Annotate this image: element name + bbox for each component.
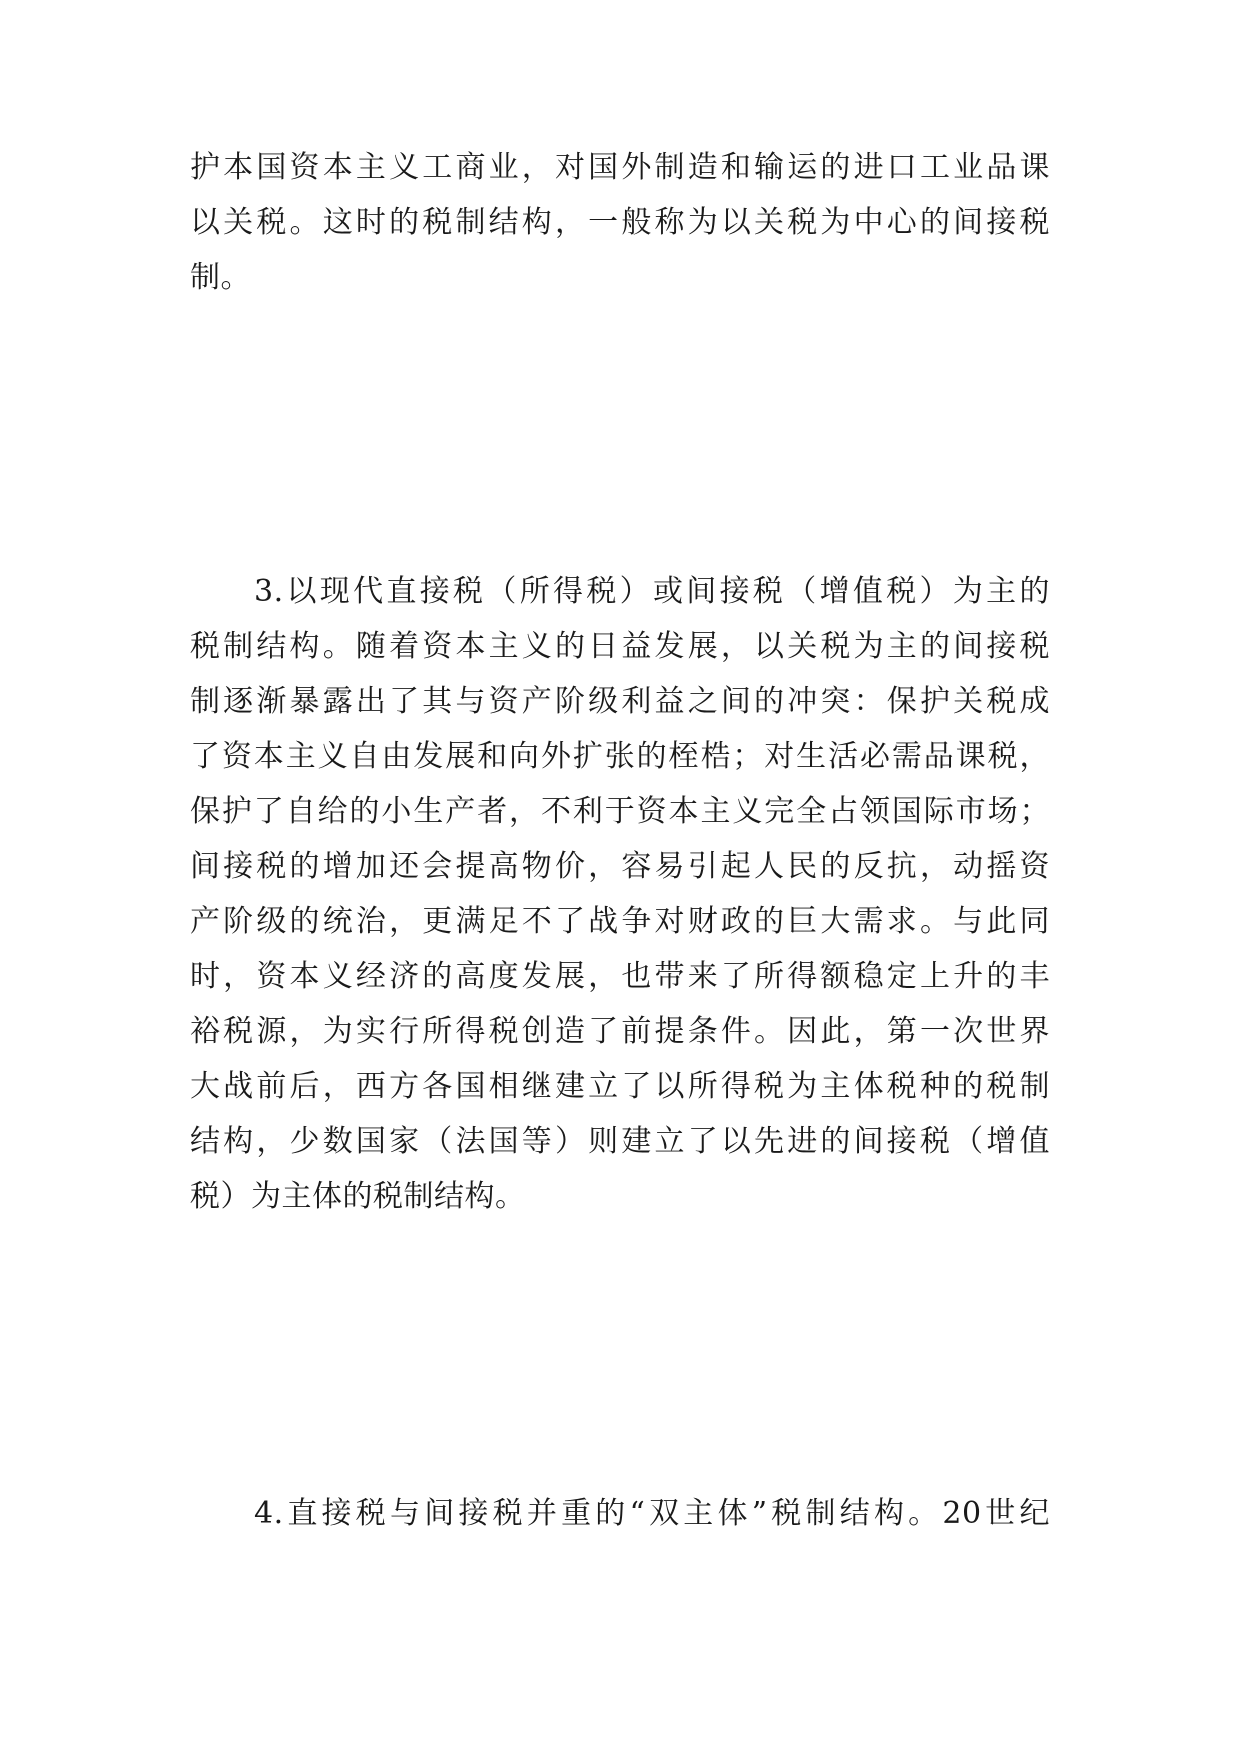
text-line: 产阶级的统治，更满足不了战争对财政的巨大需求。与此同 <box>190 904 1050 939</box>
text-line: 结构，少数国家（法国等）则建立了以先进的间接税（增值 <box>190 1124 1050 1159</box>
text-line: 税制结构。随着资本主义的日益发展，以关税为主的间接税 <box>190 629 1050 664</box>
text-line: 制。 <box>190 260 251 295</box>
text-line: 3.以现代直接税（所得税）或间接税（增值税）为主的 <box>254 574 1050 609</box>
text-line: 裕税源，为实行所得税创造了前提条件。因此，第一次世界 <box>190 1014 1050 1049</box>
text-line: 税）为主体的税制结构。 <box>190 1179 526 1214</box>
text-line: 间接税的增加还会提高物价，容易引起人民的反抗，动摇资 <box>190 849 1050 884</box>
text-line: 了资本主义自由发展和向外扩张的桎梏；对生活必需品课税， <box>190 739 1050 774</box>
text-line: 护本国资本主义工商业，对国外制造和输运的进口工业品课 <box>190 150 1050 185</box>
text-line: 大战前后，西方各国相继建立了以所得税为主体税种的税制 <box>190 1069 1050 1104</box>
text-line: 保护了自给的小生产者，不利于资本主义完全占领国际市场； <box>190 794 1050 829</box>
text-line: 以关税。这时的税制结构，一般称为以关税为中心的间接税 <box>190 205 1050 240</box>
text-line: 4.直接税与间接税并重的“双主体”税制结构。20世纪 <box>254 1496 1050 1531</box>
text-line: 制逐渐暴露出了其与资产阶级利益之间的冲突：保护关税成 <box>190 684 1050 719</box>
text-line: 时，资本义经济的高度发展，也带来了所得额稳定上升的丰 <box>190 959 1050 994</box>
